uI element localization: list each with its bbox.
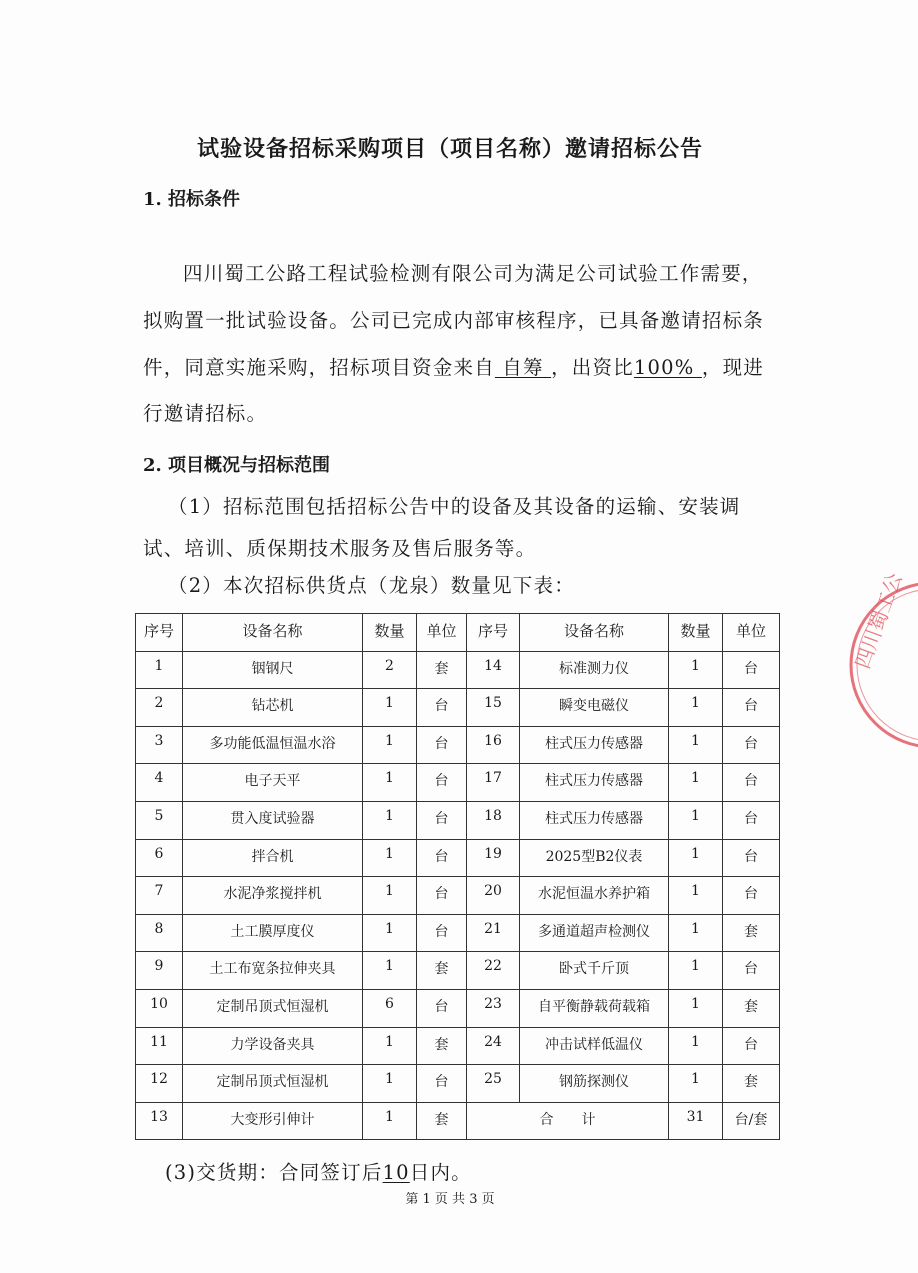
equipment-name: 柱式压力传感器 — [520, 764, 669, 802]
row-number: 5 — [136, 801, 183, 839]
unit: 台 — [417, 1065, 467, 1103]
row-number: 10 — [136, 989, 183, 1027]
delivery-days: 10 — [382, 1161, 410, 1184]
unit: 台 — [417, 839, 467, 877]
equipment-name: 水泥恒温水养护箱 — [520, 877, 669, 915]
table-row — [136, 989, 780, 1027]
row-number: 17 — [467, 764, 520, 802]
text: 日内。 — [409, 1161, 472, 1184]
equipment-name: 卧式千斤顶 — [520, 952, 669, 990]
document-title: 试验设备招标采购项目（项目名称）邀请招标公告 — [196, 136, 703, 162]
table-row — [136, 726, 780, 764]
equipment-name: 力学设备夹具 — [183, 1027, 363, 1065]
quantity: 1 — [363, 877, 417, 915]
equipment-name: 土工膜厚度仪 — [183, 914, 363, 952]
column-header: 设备名称 — [520, 614, 669, 652]
quantity: 1 — [363, 726, 417, 764]
quantity: 1 — [363, 1027, 417, 1065]
equipment-name: 定制吊顶式恒湿机 — [183, 989, 363, 1027]
unit: 套 — [723, 989, 780, 1027]
quantity: 1 — [669, 689, 723, 727]
total-quantity: 31 — [669, 1102, 723, 1140]
row-number: 3 — [136, 726, 183, 764]
equipment-name: 瞬变电磁仪 — [520, 689, 669, 727]
equipment-name: 电子天平 — [183, 764, 363, 802]
equipment-name: 柱式压力传感器 — [520, 726, 669, 764]
paragraph-line: （2）本次招标供货点（龙泉）数量见下表： — [168, 574, 575, 597]
equipment-name: 土工布宽条拉伸夹具 — [183, 952, 363, 990]
table-header-row — [136, 614, 780, 652]
equipment-name: 多通道超声检测仪 — [520, 914, 669, 952]
paragraph-line: 四川蜀工公路工程试验检测有限公司为满足公司试验工作需要， — [183, 262, 763, 285]
unit: 台 — [417, 764, 467, 802]
quantity: 1 — [669, 839, 723, 877]
quantity: 2 — [363, 651, 417, 689]
row-number: 2 — [136, 689, 183, 727]
row-number: 8 — [136, 914, 183, 952]
row-number: 23 — [467, 989, 520, 1027]
column-header: 单位 — [723, 614, 780, 652]
svg-text:四川蜀工公: 四川蜀工公 — [850, 569, 907, 672]
column-header: 序号 — [136, 614, 183, 652]
row-number: 25 — [467, 1065, 520, 1103]
unit: 台 — [723, 651, 780, 689]
row-number: 6 — [136, 839, 183, 877]
unit: 台 — [723, 952, 780, 990]
quantity: 1 — [669, 651, 723, 689]
text: ，出资比 — [551, 356, 634, 379]
table-row — [136, 801, 780, 839]
row-number: 11 — [136, 1027, 183, 1065]
quantity: 1 — [669, 989, 723, 1027]
unit: 台 — [723, 839, 780, 877]
unit: 套 — [723, 914, 780, 952]
table-row — [136, 877, 780, 915]
row-number: 22 — [467, 952, 520, 990]
row-number: 18 — [467, 801, 520, 839]
row-number: 7 — [136, 877, 183, 915]
column-header: 设备名称 — [183, 614, 363, 652]
equipment-name: 标准测力仪 — [520, 651, 669, 689]
unit: 台 — [723, 689, 780, 727]
quantity: 1 — [669, 1027, 723, 1065]
row-number: 15 — [467, 689, 520, 727]
unit: 台 — [417, 877, 467, 915]
total-unit: 台/套 — [723, 1102, 780, 1140]
paragraph-line: 试、培训、质保期技术服务及售后服务等。 — [143, 537, 537, 560]
equipment-name: 定制吊顶式恒湿机 — [183, 1065, 363, 1103]
text: ，现进 — [701, 356, 764, 379]
quantity: 1 — [669, 952, 723, 990]
equipment-name: 柱式压力传感器 — [520, 801, 669, 839]
quantity: 1 — [669, 914, 723, 952]
table-row — [136, 689, 780, 727]
section-1-heading: 1. 招标条件 — [143, 189, 241, 210]
section-2-heading: 2. 项目概况与招标范围 — [143, 455, 331, 476]
unit: 台 — [723, 1027, 780, 1065]
table-row — [136, 1027, 780, 1065]
quantity: 1 — [363, 1065, 417, 1103]
quantity: 1 — [363, 801, 417, 839]
table-row — [136, 651, 780, 689]
unit: 台 — [723, 726, 780, 764]
row-number: 21 — [467, 914, 520, 952]
equipment-table — [135, 613, 780, 1140]
total-label: 合 计 — [467, 1102, 669, 1140]
equipment-name: 钻芯机 — [183, 689, 363, 727]
table-row — [136, 952, 780, 990]
quantity: 1 — [669, 1065, 723, 1103]
unit: 台 — [723, 801, 780, 839]
column-header: 数量 — [669, 614, 723, 652]
unit: 台 — [723, 764, 780, 802]
unit: 台 — [417, 801, 467, 839]
row-number: 16 — [467, 726, 520, 764]
column-header: 序号 — [467, 614, 520, 652]
equipment-name: 水泥净浆搅拌机 — [183, 877, 363, 915]
quantity: 6 — [363, 989, 417, 1027]
unit: 台 — [417, 726, 467, 764]
equipment-name: 大变形引伸计 — [183, 1102, 363, 1140]
quantity: 1 — [363, 764, 417, 802]
quantity: 1 — [669, 801, 723, 839]
unit: 套 — [417, 1027, 467, 1065]
quantity: 1 — [363, 952, 417, 990]
column-header: 数量 — [363, 614, 417, 652]
equipment-name: 铟钢尺 — [183, 651, 363, 689]
text: 件，同意实施采购，招标项目资金来自 — [143, 356, 495, 379]
quantity: 1 — [363, 914, 417, 952]
company-seal — [838, 569, 918, 755]
equipment-name: 冲击试样低温仪 — [520, 1027, 669, 1065]
table-row — [136, 764, 780, 802]
fund-source: 自筹 — [494, 356, 552, 379]
equipment-name: 多功能低温恒温水浴 — [183, 726, 363, 764]
table-row — [136, 839, 780, 877]
table-row-total — [136, 1102, 780, 1140]
unit: 台 — [723, 877, 780, 915]
paragraph-line — [143, 352, 764, 380]
page-footer: 第 1 页 共 3 页 — [405, 1192, 495, 1207]
unit: 套 — [723, 1065, 780, 1103]
equipment-name: 2025型B2仪表 — [520, 839, 669, 877]
equipment-name: 自平衡静载荷载箱 — [520, 989, 669, 1027]
unit: 台 — [417, 689, 467, 727]
paragraph-line: 行邀请招标。 — [143, 402, 268, 425]
row-number: 9 — [136, 952, 183, 990]
equipment-name: 钢筋探测仪 — [520, 1065, 669, 1103]
quantity: 1 — [363, 689, 417, 727]
quantity: 1 — [363, 1102, 417, 1140]
row-number: 4 — [136, 764, 183, 802]
unit: 套 — [417, 952, 467, 990]
row-number: 13 — [136, 1102, 183, 1140]
column-header: 单位 — [417, 614, 467, 652]
quantity: 1 — [363, 839, 417, 877]
equipment-name: 拌合机 — [183, 839, 363, 877]
quantity: 1 — [669, 726, 723, 764]
row-number: 12 — [136, 1065, 183, 1103]
equipment-name: 贯入度试验器 — [183, 801, 363, 839]
quantity: 1 — [669, 764, 723, 802]
paragraph-line: 拟购置一批试验设备。公司已完成内部审核程序，已具备邀请招标条 — [143, 309, 765, 332]
unit: 套 — [417, 651, 467, 689]
row-number: 20 — [467, 877, 520, 915]
table-row — [136, 1065, 780, 1103]
quantity: 1 — [669, 877, 723, 915]
delivery-period — [165, 1157, 472, 1185]
table-row — [136, 914, 780, 952]
unit: 台 — [417, 989, 467, 1027]
row-number: 14 — [467, 651, 520, 689]
text: (3)交货期：合同签订后 — [165, 1161, 383, 1184]
row-number: 1 — [136, 651, 183, 689]
unit: 套 — [417, 1102, 467, 1140]
unit: 台 — [417, 914, 467, 952]
row-number: 24 — [467, 1027, 520, 1065]
row-number: 19 — [467, 839, 520, 877]
paragraph-line: （1）招标范围包括招标公告中的设备及其设备的运输、安装调 — [168, 495, 741, 518]
fund-ratio: 100% — [633, 356, 702, 379]
